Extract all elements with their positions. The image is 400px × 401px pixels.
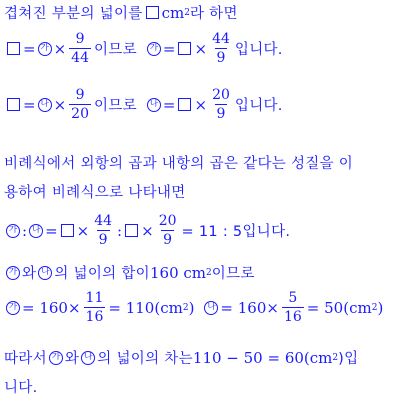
sentence-end: )입 <box>338 351 359 367</box>
circled-na-icon: 나 <box>204 301 218 315</box>
blank-box <box>7 42 20 55</box>
denominator: 16 <box>85 309 104 325</box>
result-ga: = 110(cm <box>108 298 183 317</box>
fraction <box>69 32 91 65</box>
times-sign: × <box>141 221 154 240</box>
sum-value: 160 cm <box>149 263 207 282</box>
blank-box <box>178 98 191 111</box>
denominator: 9 <box>98 232 108 248</box>
numerator: 44 <box>94 213 113 229</box>
denominator: 9 <box>163 232 173 248</box>
conclusion-prefix: 따라서 <box>4 351 47 367</box>
exponent: 2 <box>332 352 339 363</box>
circled-ga-icon: 가 <box>38 42 52 56</box>
times-sign: × <box>76 221 90 240</box>
circled-na-icon: 나 <box>81 351 95 365</box>
sentence-end: 입니다. <box>234 42 283 58</box>
unit-cm: cm <box>161 3 185 22</box>
circled-ga-icon: 가 <box>6 266 20 280</box>
fraction <box>210 32 232 65</box>
numerator: 9 <box>75 87 85 103</box>
explanation-text: 비례식에서 외항의 곱과 내항의 곱은 같다는 성질을 이 <box>4 156 354 172</box>
intro-text: 겹쳐진 부분의 넓이를 <box>4 6 143 22</box>
line-3 <box>4 88 283 121</box>
equals-sign: = <box>162 95 176 114</box>
numerator: 5 <box>288 290 298 306</box>
circled-na-icon: 나 <box>147 98 161 112</box>
equals-sign: = <box>162 39 176 58</box>
fraction <box>69 88 91 121</box>
line-9 <box>4 347 358 368</box>
sentence-end: 입니다. <box>234 98 283 114</box>
times-sign: × <box>194 39 208 58</box>
line-2 <box>4 32 283 65</box>
line-5 <box>4 181 186 202</box>
blank-box <box>178 42 191 55</box>
times-sign: × <box>53 39 67 58</box>
exponent: 2 <box>184 7 190 18</box>
line-7 <box>4 262 255 283</box>
numerator: 9 <box>75 31 85 47</box>
ratio-result: = 11 : 5입니다. <box>181 224 291 240</box>
product-expr: = 160× <box>22 298 81 317</box>
ratio-colon: : <box>22 221 28 240</box>
denominator: 9 <box>216 50 226 66</box>
blank-box <box>146 6 159 19</box>
numerator: 44 <box>212 31 230 47</box>
paren: ) <box>377 298 384 317</box>
numerator: 20 <box>158 213 177 229</box>
equals-sign: = <box>23 95 36 114</box>
times-sign: × <box>194 95 208 114</box>
intro-suffix: 라 하면 <box>189 6 238 22</box>
denominator: 16 <box>283 309 302 325</box>
particle-text: 와 <box>64 351 80 367</box>
sum-text: 의 넓이의 합이 <box>54 266 150 282</box>
difference-expr: 110 − 50 = 60(cm <box>192 348 333 367</box>
difference-text: 의 넓이의 차는 <box>97 351 193 367</box>
line-1 <box>4 2 238 23</box>
blank-box <box>125 224 138 237</box>
circled-ga-icon: 가 <box>147 42 161 56</box>
times-sign: × <box>53 95 67 114</box>
product-expr: = 160× <box>220 298 279 317</box>
particle-text: 와 <box>22 266 37 282</box>
line-8 <box>4 291 383 324</box>
circled-na-icon: 나 <box>38 98 52 112</box>
denominator: 9 <box>216 106 226 122</box>
ratio-colon: : <box>117 221 123 240</box>
paren: ) <box>188 298 195 317</box>
connective-text: 이므로 <box>93 42 137 58</box>
fraction <box>84 291 106 324</box>
exponent: 2 <box>206 267 212 278</box>
fraction <box>210 88 232 121</box>
numerator: 11 <box>85 290 104 306</box>
line-10 <box>4 376 38 397</box>
numerator: 20 <box>212 87 230 103</box>
fraction <box>92 214 114 247</box>
circled-ga-icon: 가 <box>6 224 20 238</box>
circled-ga-icon: 가 <box>49 351 63 365</box>
exponent: 2 <box>182 302 189 313</box>
sentence-end: 니다. <box>4 380 38 396</box>
result-na: = 50(cm <box>306 298 372 317</box>
equals-sign: = <box>23 39 36 58</box>
sentence-end: 이므로 <box>211 266 255 282</box>
explanation-text: 용하여 비례식으로 나타내면 <box>4 185 186 201</box>
fraction <box>282 291 304 324</box>
denominator: 20 <box>71 106 89 122</box>
circled-ga-icon: 가 <box>6 301 20 315</box>
fraction <box>157 214 179 247</box>
connective-text: 이므로 <box>93 98 137 114</box>
circled-na-icon: 나 <box>29 224 43 238</box>
blank-box <box>61 224 74 237</box>
exponent: 2 <box>371 302 378 313</box>
line-6: 가 : 나 = × $\frac{44}{9}$ : × $\frac{20}{9}$ = 11 : 5입니다. <box>4 214 290 247</box>
blank-box <box>7 98 20 111</box>
line-4 <box>4 152 353 173</box>
circled-na-icon: 나 <box>38 266 52 280</box>
denominator: 44 <box>71 50 89 66</box>
